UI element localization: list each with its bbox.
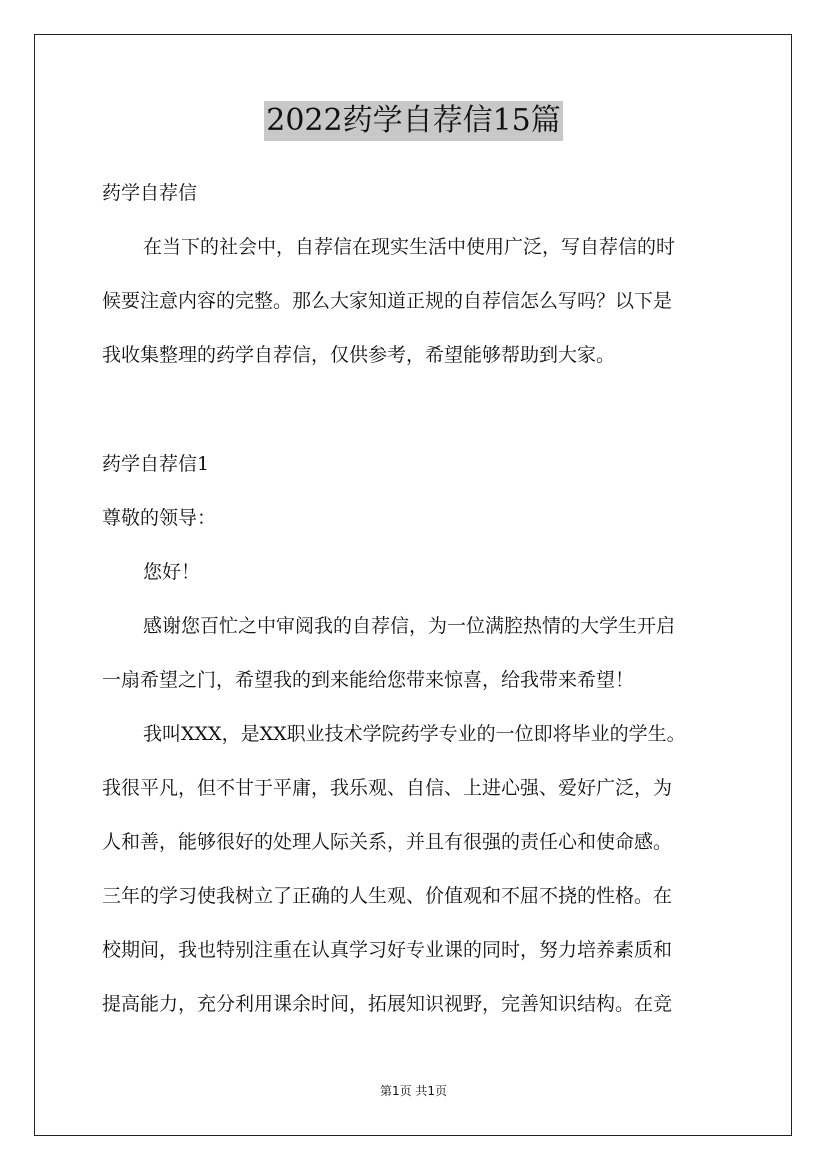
section-heading: 药学自荐信: [102, 182, 198, 204]
paragraph-line: 人和善，能够很好的处理人际关系，并且有很强的责任心和使命感。: [102, 831, 673, 853]
intro-line: 候要注意内容的完整。那么大家知道正规的自荐信怎么写吗？以下是: [102, 290, 673, 312]
title-container: [0, 101, 827, 141]
intro-line: 在当下的社会中，自荐信在现实生活中使用广泛，写自荐信的时: [143, 236, 676, 258]
intro-line: 我收集整理的药学自荐信，仅供参考，希望能够帮助到大家。: [102, 344, 616, 366]
paragraph-line: 我很平凡，但不甘于平庸，我乐观、自信、上进心强、爱好广泛，为: [102, 777, 673, 799]
page-footer: 第1页 共1页: [379, 1084, 448, 1098]
paragraph-line: 提高能力，充分利用课余时间，拓展知识视野，完善知识结构。在竞: [102, 993, 673, 1015]
paragraph-line: 一扇希望之门，希望我的到来能给您带来惊喜，给我带来希望！: [102, 669, 635, 691]
paragraph-line: 我叫XXX，是XX职业技术学院药学专业的一位即将毕业的学生。: [143, 723, 686, 745]
paragraph-line: 三年的学习使我树立了正确的人生观、价值观和不屈不挠的性格。在: [102, 885, 673, 907]
paragraph-line: 校期间，我也特别注重在认真学习好专业课的同时，努力培养素质和: [102, 939, 673, 961]
salutation: 尊敬的领导：: [102, 507, 217, 529]
letter-heading: 药学自荐信1: [102, 453, 210, 475]
greeting: 您好！: [143, 561, 201, 583]
document-title: 2022药学自荐信15篇: [264, 101, 563, 141]
paragraph-line: 感谢您百忙之中审阅我的自荐信，为一位满腔热情的大学生开启: [143, 615, 676, 637]
